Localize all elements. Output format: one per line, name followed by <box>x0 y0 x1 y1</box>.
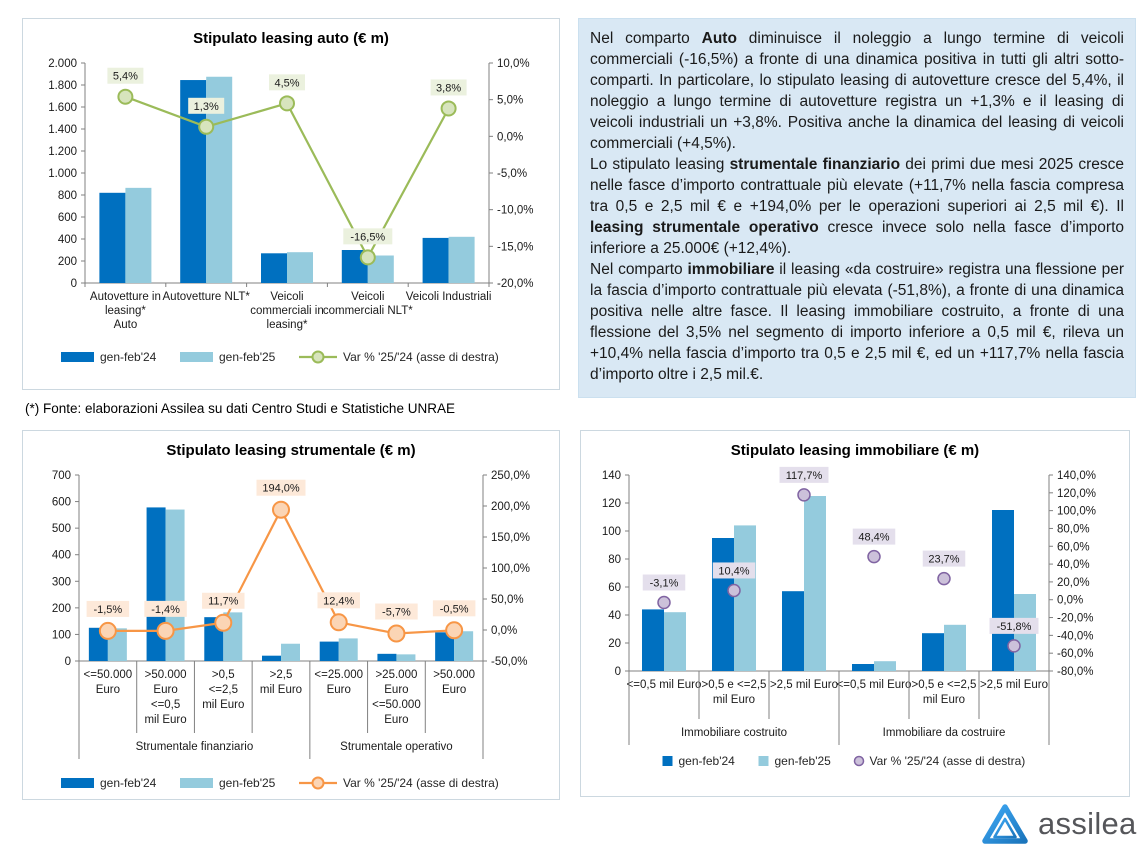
commentary-paragraph-strumentale: Lo stipulato leasing strumentale finanziario dei primi due mesi 2025 cresce nelle fasce d’importo contrattuale più elevate (+11,7% nella fascia compresa tra 0,5 e 2,5 mil € e +194,0% per le operazioni superiori ai 2,5 mil €). Il leasing strumentale operativo cresce invece solo nella fasce d’importo inferiore a 25.000€ (+12,4%). <box>590 156 1124 257</box>
var-marker <box>388 626 404 642</box>
svg-text:200,0%: 200,0% <box>491 501 531 513</box>
var-marker <box>100 623 116 639</box>
svg-text:800: 800 <box>57 190 77 202</box>
bar <box>339 638 358 661</box>
svg-text:1.800: 1.800 <box>48 80 77 92</box>
bar <box>804 496 826 671</box>
svg-text:>50.000: >50.000 <box>433 669 476 681</box>
svg-text:3,8%: 3,8% <box>436 82 462 95</box>
bar <box>642 609 664 671</box>
svg-text:>2,5 mil Euro: >2,5 mil Euro <box>769 679 839 691</box>
var-marker <box>798 489 810 501</box>
var-marker <box>273 502 289 518</box>
bar <box>664 612 686 671</box>
svg-text:>0,5 e <=2,5: >0,5 e <=2,5 <box>701 679 767 691</box>
legend <box>61 350 499 364</box>
svg-text:600: 600 <box>57 212 77 224</box>
svg-text:gen-feb'25: gen-feb'25 <box>219 776 276 790</box>
x-axis-labels <box>79 661 483 759</box>
svg-text:>50.000: >50.000 <box>144 669 187 681</box>
svg-text:60: 60 <box>608 582 621 594</box>
svg-text:Euro: Euro <box>153 684 178 696</box>
svg-text:-0,5%: -0,5% <box>439 603 469 616</box>
svg-text:600: 600 <box>51 496 71 509</box>
bar <box>377 654 396 661</box>
svg-text:Immobiliare da costruire: Immobiliare da costruire <box>882 727 1006 739</box>
x-axis-labels <box>85 283 491 331</box>
svg-text:>0,5: >0,5 <box>211 669 235 681</box>
svg-text:0,0%: 0,0% <box>491 625 518 637</box>
svg-text:>2,5 mil Euro: >2,5 mil Euro <box>979 679 1049 691</box>
svg-text:-15,0%: -15,0% <box>497 241 534 254</box>
strumentale-chart-panel <box>22 430 560 800</box>
commentary-panel <box>578 18 1136 398</box>
svg-text:Autovetture in: Autovetture in <box>89 291 161 303</box>
svg-text:10,4%: 10,4% <box>718 565 750 578</box>
svg-text:117,7%: 117,7% <box>785 469 823 482</box>
svg-text:mil Euro: mil Euro <box>712 694 756 706</box>
svg-text:48,4%: 48,4% <box>858 531 890 544</box>
var-series <box>118 90 455 265</box>
svg-text:140: 140 <box>601 470 621 482</box>
svg-text:-20,0%: -20,0% <box>497 278 534 290</box>
bar <box>287 252 313 283</box>
immobiliare-chart-canvas <box>581 461 1131 792</box>
svg-text:60,0%: 60,0% <box>1057 541 1090 554</box>
svg-text:Euro: Euro <box>441 684 467 696</box>
svg-text:Veicoli: Veicoli <box>270 291 304 303</box>
svg-text:Euro: Euro <box>384 714 409 726</box>
svg-text:-80,0%: -80,0% <box>1057 666 1094 678</box>
svg-text:200: 200 <box>57 256 77 268</box>
svg-text:-40,0%: -40,0% <box>1057 630 1094 643</box>
svg-text:140,0%: 140,0% <box>1057 470 1097 482</box>
svg-text:-20,0%: -20,0% <box>1057 612 1094 625</box>
svg-text:0: 0 <box>64 656 71 668</box>
svg-text:-1,5%: -1,5% <box>93 603 123 616</box>
svg-text:80,0%: 80,0% <box>1057 523 1090 536</box>
svg-text:20: 20 <box>608 638 621 650</box>
svg-text:1.400: 1.400 <box>48 124 77 136</box>
svg-text:Strumentale operativo: Strumentale operativo <box>340 741 453 753</box>
svg-text:Auto: Auto <box>113 319 138 331</box>
svg-text:<=25.000: <=25.000 <box>314 669 364 681</box>
var-marker <box>331 614 347 630</box>
svg-text:-60,0%: -60,0% <box>1057 648 1094 661</box>
svg-text:<=50.000: <=50.000 <box>372 699 421 711</box>
var-marker <box>938 573 950 585</box>
svg-text:194,0%: 194,0% <box>262 482 300 495</box>
var-labels <box>107 68 466 245</box>
svg-text:Immobiliare costruito: Immobiliare costruito <box>680 727 788 739</box>
svg-text:1.000: 1.000 <box>48 168 77 180</box>
svg-text:20,0%: 20,0% <box>1057 576 1090 589</box>
svg-text:Veicoli: Veicoli <box>351 291 385 303</box>
var-marker <box>728 584 740 596</box>
svg-text:-10,0%: -10,0% <box>497 204 534 217</box>
bar <box>852 664 874 671</box>
var-labels <box>87 480 476 620</box>
svg-text:-3,1%: -3,1% <box>649 577 679 590</box>
var-marker <box>280 96 294 110</box>
strumentale-chart-title: Stipulato leasing strumentale (€ m) <box>166 442 416 459</box>
svg-text:40,0%: 40,0% <box>1057 559 1090 572</box>
svg-text:150,0%: 150,0% <box>491 532 531 544</box>
svg-text:-16,5%: -16,5% <box>350 231 386 244</box>
svg-text:commerciali NLT*: commerciali NLT* <box>322 305 413 317</box>
svg-text:500: 500 <box>51 523 71 536</box>
svg-text:-1,4%: -1,4% <box>151 603 180 616</box>
svg-text:<=50.000: <=50.000 <box>83 669 133 681</box>
var-marker <box>658 596 670 608</box>
assilea-logo-icon <box>981 802 1029 846</box>
series-genfeb25 <box>125 77 474 283</box>
svg-text:300: 300 <box>51 576 71 589</box>
svg-text:700: 700 <box>51 470 71 482</box>
auto-chart-panel <box>22 18 560 390</box>
svg-text:11,7%: 11,7% <box>208 595 239 608</box>
svg-text:23,7%: 23,7% <box>928 553 960 566</box>
svg-text:0,0%: 0,0% <box>497 131 524 144</box>
var-marker <box>199 120 213 134</box>
svg-text:<=2,5: <=2,5 <box>208 684 238 696</box>
bar <box>99 193 125 283</box>
svg-text:50,0%: 50,0% <box>491 594 524 606</box>
svg-text:Var % '25/'24 (asse di destra): Var % '25/'24 (asse di destra) <box>869 754 1026 768</box>
svg-text:Euro: Euro <box>95 684 121 696</box>
var-marker <box>446 622 462 638</box>
svg-text:gen-feb'24: gen-feb'24 <box>100 776 157 790</box>
var-marker <box>1008 640 1020 652</box>
series-genfeb24 <box>99 80 448 283</box>
bar <box>874 661 896 671</box>
auto-chart-title: Stipulato leasing auto (€ m) <box>193 30 389 47</box>
var-marker <box>361 250 375 264</box>
svg-text:mil Euro: mil Euro <box>259 684 303 696</box>
svg-text:mil Euro: mil Euro <box>202 699 245 711</box>
immobiliare-chart-title: Stipulato leasing immobiliare (€ m) <box>730 442 980 459</box>
svg-text:0: 0 <box>614 666 621 678</box>
svg-text:100,0%: 100,0% <box>491 563 531 575</box>
svg-text:mil Euro: mil Euro <box>144 714 187 726</box>
svg-text:>2,5: >2,5 <box>269 669 293 681</box>
svg-text:<=0,5 mil Euro: <=0,5 mil Euro <box>836 679 912 691</box>
assilea-logo-text: assilea <box>1038 806 1137 841</box>
svg-text:Var % '25/'24 (asse di destra): Var % '25/'24 (asse di destra) <box>343 350 499 364</box>
bar <box>734 525 756 671</box>
bar <box>944 625 966 671</box>
var-marker <box>158 623 174 639</box>
svg-text:Strumentale finanziario: Strumentale finanziario <box>135 741 254 753</box>
var-marker <box>215 615 231 631</box>
svg-text:10,0%: 10,0% <box>497 58 530 70</box>
svg-text:1.200: 1.200 <box>48 146 77 158</box>
svg-text:-5,0%: -5,0% <box>497 168 528 180</box>
var-marker <box>118 90 132 104</box>
svg-text:>25.000: >25.000 <box>375 669 418 681</box>
svg-text:<=0,5 mil Euro: <=0,5 mil Euro <box>626 679 702 691</box>
svg-text:2.000: 2.000 <box>48 58 77 70</box>
var-marker <box>442 101 456 115</box>
footnote-source: (*) Fonte: elaborazioni Assilea su dati Centro Studi e Statistiche UNRAE <box>25 401 455 416</box>
svg-text:-5,7%: -5,7% <box>382 606 411 619</box>
svg-text:gen-feb'25: gen-feb'25 <box>219 350 276 364</box>
commentary-paragraph-auto: Nel comparto Auto diminuisce il noleggio a lungo termine di veicoli commerciali (-16,5%) a fronte di una dinamica positiva in tutti gli altri sotto-comparti. In particolare, lo stipulato leasing di autovetture cresce del 5,4%, il noleggio a lungo termine di autovetture registra un +1,3% e il leasing di veicoli industriali un +3,8%. Positiva anche la dinamica del leasing di veicoli commerciali (+4,5%). <box>590 30 1124 152</box>
svg-text:100: 100 <box>601 526 621 538</box>
legend <box>663 754 1026 768</box>
commentary-paragraph-immobiliare: Nel comparto immobiliare il leasing «da costruire» registra una flessione per la fascia d’importo contrattuale più elevata (-51,8%), a fronte di una dinamica positiva nelle altre fasce. Il leasing immobiliare costruito, a fronte di una flessione del 3,5% nel segmento di importo inferiore a 0,5 mil €, rileva un +10,4% nella fascia d’importo tra 0,5 e 2,5 mil €, ed un +117,7% nella fascia d’importo oltre i 2,5 mil.€. <box>590 261 1125 383</box>
svg-text:-51,8%: -51,8% <box>996 620 1032 633</box>
svg-text:200: 200 <box>51 602 71 615</box>
svg-text:Euro: Euro <box>326 684 351 696</box>
bar <box>261 253 287 283</box>
bar <box>782 591 804 671</box>
var-labels <box>643 467 1039 634</box>
svg-text:1,3%: 1,3% <box>193 100 219 113</box>
bar <box>449 237 475 283</box>
svg-text:400: 400 <box>51 549 71 562</box>
svg-text:0,0%: 0,0% <box>1057 594 1084 607</box>
svg-text:1.600: 1.600 <box>48 102 77 114</box>
svg-text:>0,5 e <=2,5: >0,5 e <=2,5 <box>911 679 977 691</box>
x-axis-labels <box>627 671 1049 745</box>
svg-text:gen-feb'24: gen-feb'24 <box>100 350 157 364</box>
svg-text:100,0%: 100,0% <box>1057 505 1097 518</box>
svg-text:Var % '25/'24 (asse di destra): Var % '25/'24 (asse di destra) <box>343 776 499 790</box>
assilea-logo <box>981 802 1137 846</box>
svg-text:12,4%: 12,4% <box>323 595 355 608</box>
svg-text:leasing*: leasing* <box>104 305 146 317</box>
legend <box>61 776 499 790</box>
svg-text:leasing*: leasing* <box>266 319 308 331</box>
var-marker <box>868 551 880 563</box>
svg-text:120: 120 <box>601 498 621 510</box>
bar <box>281 644 300 661</box>
svg-text:400: 400 <box>57 234 77 246</box>
svg-text:-50,0%: -50,0% <box>491 656 528 668</box>
bar <box>125 188 151 283</box>
svg-text:Veicoli Industriali: Veicoli Industriali <box>405 291 492 303</box>
svg-text:5,4%: 5,4% <box>112 70 138 83</box>
svg-text:<=0,5: <=0,5 <box>150 699 181 711</box>
svg-text:gen-feb'25: gen-feb'25 <box>774 754 831 768</box>
svg-text:4,5%: 4,5% <box>274 77 300 90</box>
strumentale-chart-canvas <box>23 461 561 795</box>
auto-chart-canvas <box>23 49 561 385</box>
immobiliare-chart-panel <box>580 430 1130 797</box>
svg-text:40: 40 <box>608 610 621 622</box>
bar <box>320 642 339 661</box>
bar <box>262 656 281 661</box>
svg-text:80: 80 <box>608 554 621 566</box>
svg-text:5,0%: 5,0% <box>497 94 524 107</box>
svg-text:250,0%: 250,0% <box>491 470 531 482</box>
bar <box>922 633 944 671</box>
bar <box>396 654 415 661</box>
svg-text:Euro: Euro <box>384 684 409 696</box>
bar <box>423 238 449 283</box>
svg-text:0: 0 <box>70 278 77 290</box>
bar <box>712 538 734 671</box>
svg-text:100: 100 <box>51 629 71 642</box>
svg-text:commerciali in: commerciali in <box>250 305 324 317</box>
svg-text:gen-feb'24: gen-feb'24 <box>678 754 735 768</box>
svg-text:120,0%: 120,0% <box>1057 487 1097 500</box>
svg-text:mil Euro: mil Euro <box>922 694 966 706</box>
svg-text:Autovetture NLT*: Autovetture NLT* <box>162 291 250 303</box>
